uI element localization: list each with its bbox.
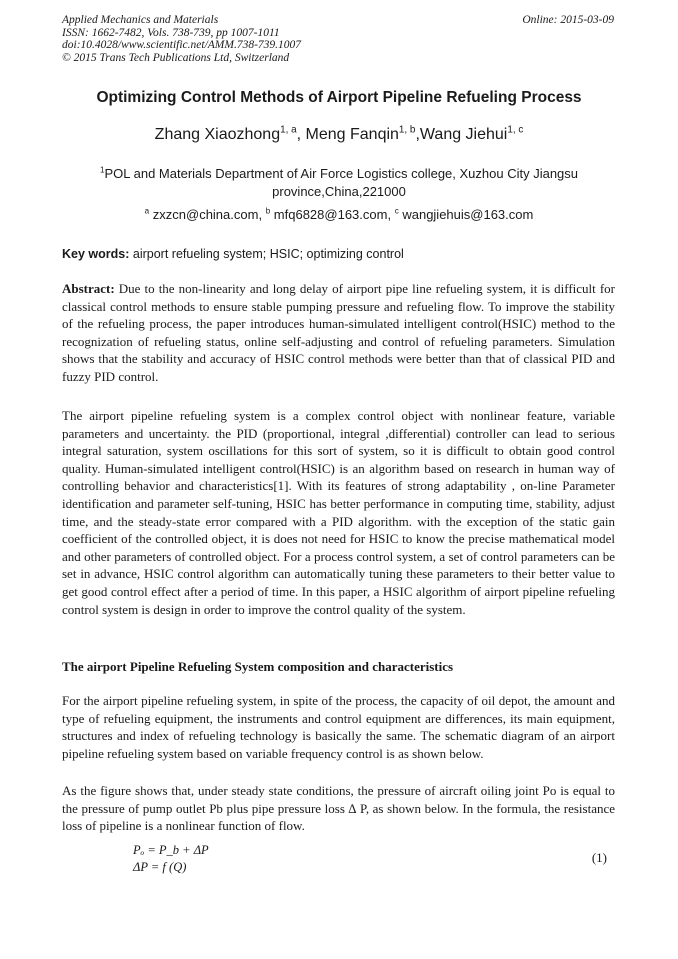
intro-paragraph: The airport pipeline refueling system is a complex control object with nonlinear feature, variable parameters and uncertainty. the PID (proportional, integral ,differential) controller can lead to serious integral saturation, system oscillations for this sort of system, so it is difficult to obtain good control quality. Human-simulated intelligent control(HSIC) is an algorithm based on research in human way of controlling behavior and characteristics[1]. With its features of strong adaptability , on-line Parameter identification and parameter self-tuning, HSIC has better performance in computing time, stability, adjust time, and the steady-state error compared with a PID algorithm. with the exception of the static gain coefficient of the controlled object, it is does not need for HSIC to know the precise mathematical model and other parameters of controlled object. For a process control system, a set of control parameters can be set in advance, HSIC control algorithm can automatically tuning these parameters to their better value to get good control effect after a period of time. In this paper, a HSIC algorithm of airport pipeline refueling control system is design in order to improve the control quality of the system. — [62, 408, 615, 617]
email-mark: c — [394, 206, 399, 216]
body-paragraph: For the airport pipeline refueling system, in spite of the process, the capacity of oil depot, the amount and type of refueling equipment, the instruments and control equipment are differences, its main equipment, structures and index of refueling technology is basically the same. The schematic diagram of an airport pipeline refueling system based on variable frequency control is as shown below. — [62, 693, 615, 761]
doi-line: doi:10.4028/www.scientific.net/AMM.738-739.1007 — [62, 39, 302, 51]
author-affiliation-mark: 1, b — [398, 124, 416, 136]
section-heading: The airport Pipeline Refueling System composition and characteristics — [62, 659, 454, 674]
author-name: Wang Jiehui — [419, 126, 508, 143]
affiliation-text: POL and Materials Department of Air Force Logistics college, Xuzhou City Jiangsu province,China,221000 — [104, 166, 579, 199]
email-address: wangjiehuis@163.com — [402, 207, 534, 222]
email-mark: b — [265, 206, 271, 216]
affiliation — [100, 165, 578, 201]
journal-name: Applied Mechanics and Materials — [62, 14, 219, 26]
paper-title: Optimizing Control Methods of Airport Pipeline Refueling Process — [96, 89, 582, 106]
keywords — [62, 247, 616, 261]
author-name: Meng Fanqin — [305, 126, 399, 143]
equation-line: Pₒ = P_b + ΔP — [133, 843, 209, 857]
abstract-label: Abstract: — [62, 281, 115, 296]
author-list — [0, 126, 678, 144]
copyright-line: © 2015 Trans Tech Publications Ltd, Switzerland — [62, 51, 290, 64]
email-list — [0, 207, 678, 222]
author-name: Zhang Xiaozhong — [154, 126, 281, 143]
email-address: mfq6828@163.com — [273, 207, 388, 222]
keywords-text: airport refueling system; HSIC; optimizing control — [132, 247, 404, 261]
author-separator: , — [296, 126, 306, 143]
journal-header — [62, 14, 301, 64]
body-paragraph: As the figure shows that, under steady state conditions, the pressure of aircraft oiling joint Po is equal to the pressure of pump outlet Pb plus pipe pressure loss ∆ P, as shown below. In the formula, the resistance loss of pipeline is a nonlinear function of flow. — [62, 783, 615, 834]
author-affiliation-mark: 1, a — [280, 124, 297, 136]
issn-line: ISSN: 1662-7482, Vols. 738-739, pp 1007-1011 — [62, 26, 280, 39]
online-date: Online: 2015-03-09 — [522, 14, 614, 26]
email-separator: , — [387, 207, 395, 222]
equation-number: (1) — [591, 850, 607, 865]
abstract-text: Due to the non-linearity and long delay of airport pipe line refueling system, it is difficult for classical control methods to ensure stable pumping pressure and refueling flow. To improve the stability of the refueling process, the paper introduces human-simulated intelligent control(HSIC) method to the recognization of refueling status, online self-adjusting and control of refueling parameters. Simulation shows that the stability and accuracy of HSIC control methods were better than that of classical PID and fuzzy PID control. — [62, 281, 616, 384]
keywords-label: Key words: — [62, 247, 130, 261]
author-affiliation-mark: 1, c — [507, 124, 524, 136]
author-separator: , — [415, 126, 420, 143]
email-address: zxzcn@china.com — [152, 207, 259, 222]
equation-line: ΔP = f (Q) — [133, 860, 187, 874]
email-separator: , — [258, 207, 266, 222]
email-mark: a — [144, 206, 150, 216]
affiliation-mark: 1 — [100, 165, 105, 175]
abstract — [62, 280, 615, 386]
